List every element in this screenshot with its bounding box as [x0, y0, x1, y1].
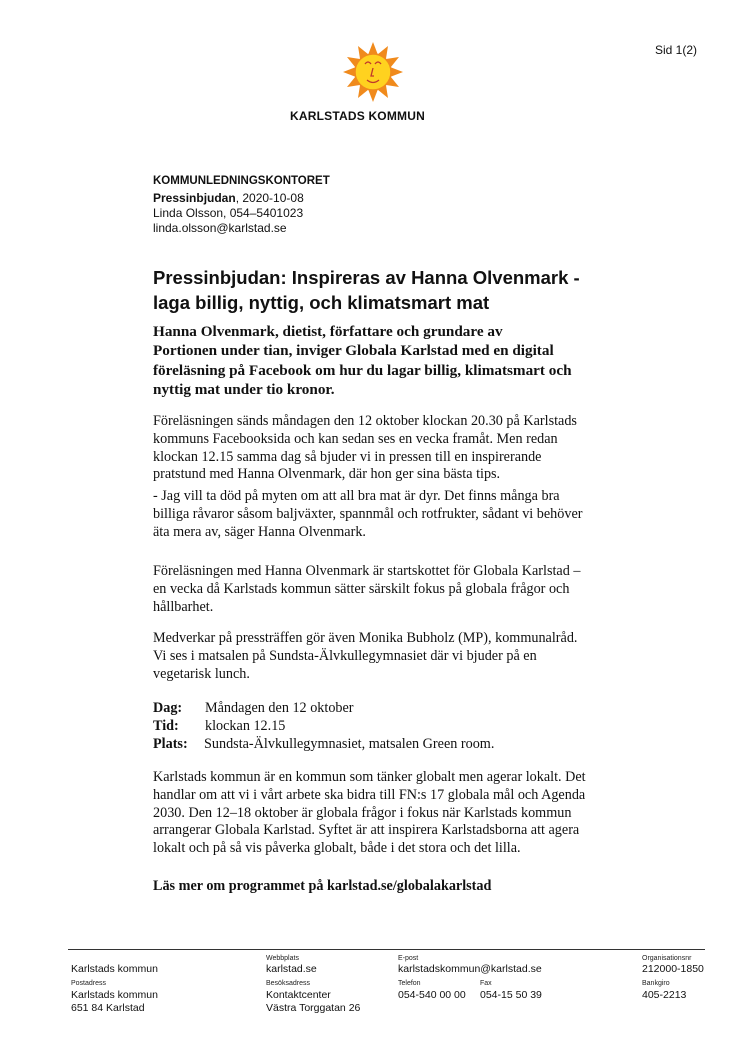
contact-email[interactable]: linda.olsson@karlstad.se — [153, 221, 287, 235]
body-line: äta mera av, säger Hanna Olvenmark. — [153, 523, 366, 540]
footer-bankgiro-label: Bankgiro — [642, 980, 670, 987]
detail-place — [153, 736, 494, 754]
footer-phone-label: Telefon — [398, 980, 421, 987]
body-line: pratstund med Hanna Olvenmark, där hon ger sina bästa tips. — [153, 466, 501, 483]
body-line: en vecka då Karlstads kommun sätter särskilt fokus på globala frågor och — [153, 580, 570, 597]
body-line: Föreläsningen med Hanna Olvenmark är startskottet för Globala Karlstad – — [153, 563, 581, 579]
detail-place-value: Sundsta-Älvkullegymnasiet, matsalen Green room. — [204, 736, 495, 752]
karlstad-sun-logo — [328, 40, 418, 110]
lead-paragraph — [153, 322, 623, 399]
detail-day-value: Måndagen den 12 oktober — [205, 700, 354, 716]
detail-time-value: klockan 12.15 — [205, 718, 286, 734]
detail-time-label: Tid: — [153, 718, 179, 734]
body-paragraph-global — [153, 769, 633, 858]
page-number: Sid 1(2) — [655, 43, 698, 57]
headline-line: Pressinbjudan: Inspireras av Hanna Olvenmark - — [153, 267, 580, 288]
body-paragraph-participants — [153, 630, 633, 683]
body-line: handlar om att vi i vårt arbete ska bidra till FN:s 17 globala mål och Agenda — [153, 786, 586, 803]
footer-postal-line2: 651 84 Karlstad — [71, 1002, 145, 1014]
body-paragraph-quote — [153, 488, 633, 541]
footer-org: Karlstads kommun — [71, 963, 158, 975]
lead-line: Portionen under tian, inviger Globala Karlstad med en digital — [153, 342, 554, 360]
footer-divider — [68, 949, 705, 950]
body-line: arrangerar Globala Karlstad. Syftet är att inspirera Karlstadsborna att agera — [153, 822, 580, 839]
footer-bankgiro-value: 405-2213 — [642, 989, 687, 1001]
lead-line: föreläsning på Facebook om hur du lagar billig, klimatsmart och — [153, 361, 572, 379]
footer-email-value[interactable]: karlstadskommun@karlstad.se — [398, 963, 542, 975]
headline — [153, 265, 633, 315]
body-paragraph-kickoff — [153, 563, 633, 616]
footer-postal-line1: Karlstads kommun — [71, 989, 158, 1001]
footer-web-value[interactable]: karlstad.se — [266, 963, 317, 975]
headline-line: laga billig, nyttig, och klimatsmart mat — [153, 292, 490, 313]
footer-email-label: E-post — [398, 955, 419, 962]
body-line: Föreläsningen sänds måndagen den 12 oktober klockan 20.30 på Karlstads — [153, 413, 577, 429]
invite-label: Pressinbjudan — [153, 191, 236, 205]
footer-orgnr-value: 212000-1850 — [642, 963, 704, 975]
footer-visit-line2: Västra Torggatan 26 — [266, 1002, 361, 1014]
detail-day-label: Dag: — [153, 700, 183, 716]
footer-postal-label: Postadress — [71, 980, 107, 987]
body-line: vegetarisk lunch. — [153, 665, 250, 682]
footer-web-label: Webbplats — [266, 955, 299, 962]
body-line: billiga råvaror såsom baljväxter, spannmål och rotfrukter, sådant vi behöver — [153, 505, 583, 522]
footer-fax-label: Fax — [480, 980, 492, 987]
organization-name: KARLSTADS KOMMUN — [290, 109, 425, 123]
body-line: hållbarhet. — [153, 598, 214, 615]
body-line: Medverkar på pressträffen gör även Monika Bubholz (MP), kommunalråd. — [153, 630, 578, 646]
body-line: klockan 12.15 samma dag så bjuder vi in pressen till en inspirerande — [153, 448, 542, 465]
invite-date: , 2020-10-08 — [235, 191, 304, 205]
detail-place-label: Plats: — [153, 736, 188, 752]
footer-fax-value: 054-15 50 39 — [480, 989, 542, 1001]
body-line: 2030. Den 12–18 oktober är globala frågor i fokus när Karlstads kommun — [153, 804, 572, 821]
footer-orgnr-label: Organisationsnr — [642, 955, 692, 962]
footer-visit-label: Besöksadress — [266, 980, 310, 987]
footer-phone-value: 054-540 00 00 — [398, 989, 466, 1001]
footer-visit-line1: Kontaktcenter — [266, 989, 331, 1001]
department-name: KOMMUNLEDNINGSKONTORET — [153, 175, 330, 187]
lead-line: Hanna Olvenmark, dietist, författare och grundare av — [153, 323, 503, 340]
invite-line — [153, 191, 304, 205]
read-more-link[interactable]: Läs mer om programmet på karlstad.se/globalakarlstad — [153, 878, 492, 894]
body-line: Vi ses i matsalen på Sundsta-Älvkullegymnasiet där vi bjuder på en — [153, 647, 537, 664]
body-line: Karlstads kommun är en kommun som tänker globalt men agerar lokalt. Det — [153, 769, 586, 785]
body-line: lokalt och på så vis påverka globalt, både i det stora och det lilla. — [153, 840, 521, 857]
lead-line: nyttig mat under tio kronor. — [153, 380, 335, 398]
detail-time — [153, 718, 285, 736]
body-paragraph-broadcast — [153, 413, 633, 484]
contact-name: Linda Olsson, 054–5401023 — [153, 206, 304, 220]
detail-day — [153, 700, 354, 718]
body-line: kommuns Facebooksida och kan sedan ses en vecka framåt. Men redan — [153, 430, 558, 447]
body-line: - Jag vill ta död på myten om att all bra mat är dyr. Det finns många bra — [153, 488, 560, 504]
